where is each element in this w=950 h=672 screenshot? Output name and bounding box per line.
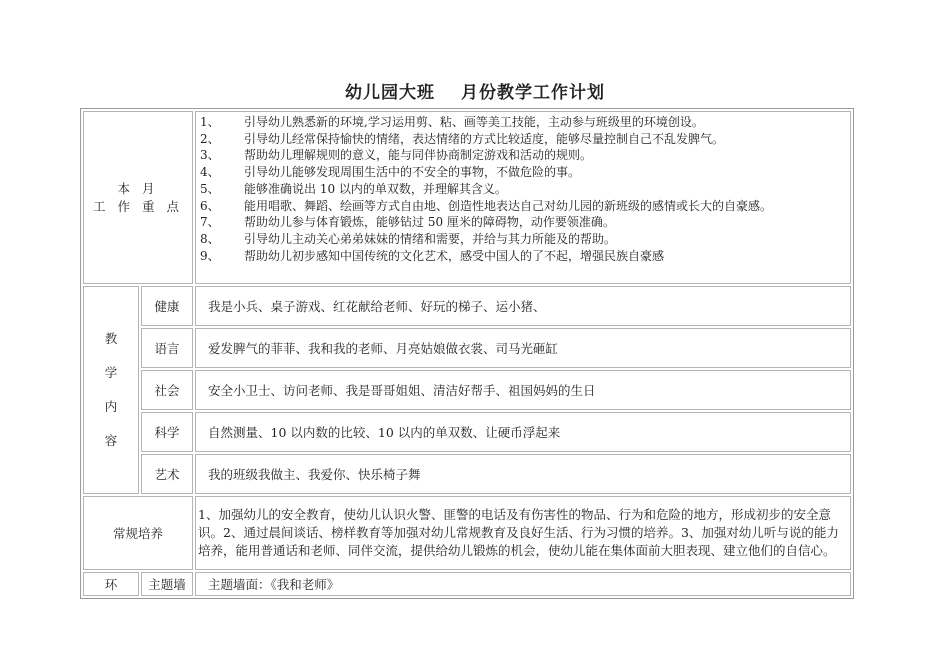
subject-science: 科学 [141, 412, 193, 452]
subject-language: 语言 [141, 328, 193, 368]
focus-item: 1、 引导幼儿熟悉新的环境,学习运用剪、粘、画等美工技能，主动参与班级里的环境创设。 [200, 115, 704, 129]
focus-item: 4、 引导幼儿能够发现周围生活中的不安全的事物，不做危险的事。 [200, 165, 581, 180]
content-label-char: 教 [104, 331, 118, 346]
subject-health: 健康 [141, 286, 193, 326]
focus-label-line2: 工 作 重 点 [93, 198, 183, 214]
focus-item: 5、 能够准确说出 10 以内的单双数，并理解其含义。 [200, 181, 507, 196]
environment-label: 环 [83, 572, 139, 596]
subject-society: 社会 [141, 370, 193, 410]
focus-label-line1: 本 月 [117, 180, 159, 196]
focus-list-cell [195, 111, 851, 284]
routine-label: 常规培养 [83, 496, 193, 570]
subject-language-content: 爱发脾气的菲菲、我和我的老师、月亮姑娘做衣裳、司马光砸缸 [195, 328, 851, 368]
content-label-cell [83, 286, 139, 494]
subject-art: 艺术 [141, 454, 193, 494]
content-label-char: 容 [104, 433, 118, 448]
subject-art-content: 我的班级我做主、我爱你、快乐椅子舞 [195, 454, 851, 494]
focus-item: 3、 帮助幼儿理解规则的意义，能与同伴协商制定游戏和活动的规则。 [200, 148, 593, 163]
focus-label-cell [83, 111, 193, 284]
environment-sub-label: 主题墙 [141, 572, 193, 596]
page-title [0, 78, 950, 103]
title-left: 幼儿园大班 [345, 83, 435, 103]
focus-item: 7、 帮助幼儿参与体育锻炼，能够钻过 50 厘米的障碍物，动作要领准确。 [200, 215, 615, 230]
focus-item: 6、 能用唱歌、舞蹈、绘画等方式自由地、创造性地表达自己对幼儿园的新班级的感情或长大的自豪感。 [200, 198, 773, 213]
content-label-char: 内 [104, 399, 118, 414]
focus-item: 8、 引导幼儿主动关心弟弟妹妹的情绪和需要，并给与其力所能及的帮助。 [200, 231, 617, 246]
environment-text: 主题墙面：《我和老师》 [195, 572, 851, 596]
focus-item: 2、 引导幼儿经常保持愉快的情绪，表达情绪的方式比较适度，能够尽量控制自己不乱发脾气。 [200, 131, 725, 146]
subject-science-content: 自然测量、10 以内数的比较、10 以内的单双数、让硬币浮起来 [195, 412, 851, 452]
subject-health-content: 我是小兵、桌子游戏、红花献给老师、好玩的梯子、运小猪、 [195, 286, 851, 326]
title-right: 月份教学工作计划 [461, 83, 605, 103]
routine-text: 1、加强幼儿的安全教育，使幼儿认识火警、匪警的电话及有伤害性的物品、行为和危险的地方，形成初步的安全意识。2、通过晨间谈话、榜样教育等加强对幼儿常规教育及良好生活、行为习惯的培养。3、加强对幼儿听与说的能力培养，能用普通话和老师、同伴交流，提供给幼儿锻炼的机会，使幼儿能在集体面前大胆表现、建立他们的自信心。 [195, 496, 851, 570]
plan-table [80, 108, 854, 599]
subject-society-content: 安全小卫士、访问老师、我是哥哥姐姐、清洁好帮手、祖国妈妈的生日 [195, 370, 851, 410]
focus-item: 9、 帮助幼儿初步感知中国传统的文化艺术，感受中国人的了不起，增强民族自豪感 [200, 248, 665, 263]
content-label-char: 学 [104, 365, 118, 380]
